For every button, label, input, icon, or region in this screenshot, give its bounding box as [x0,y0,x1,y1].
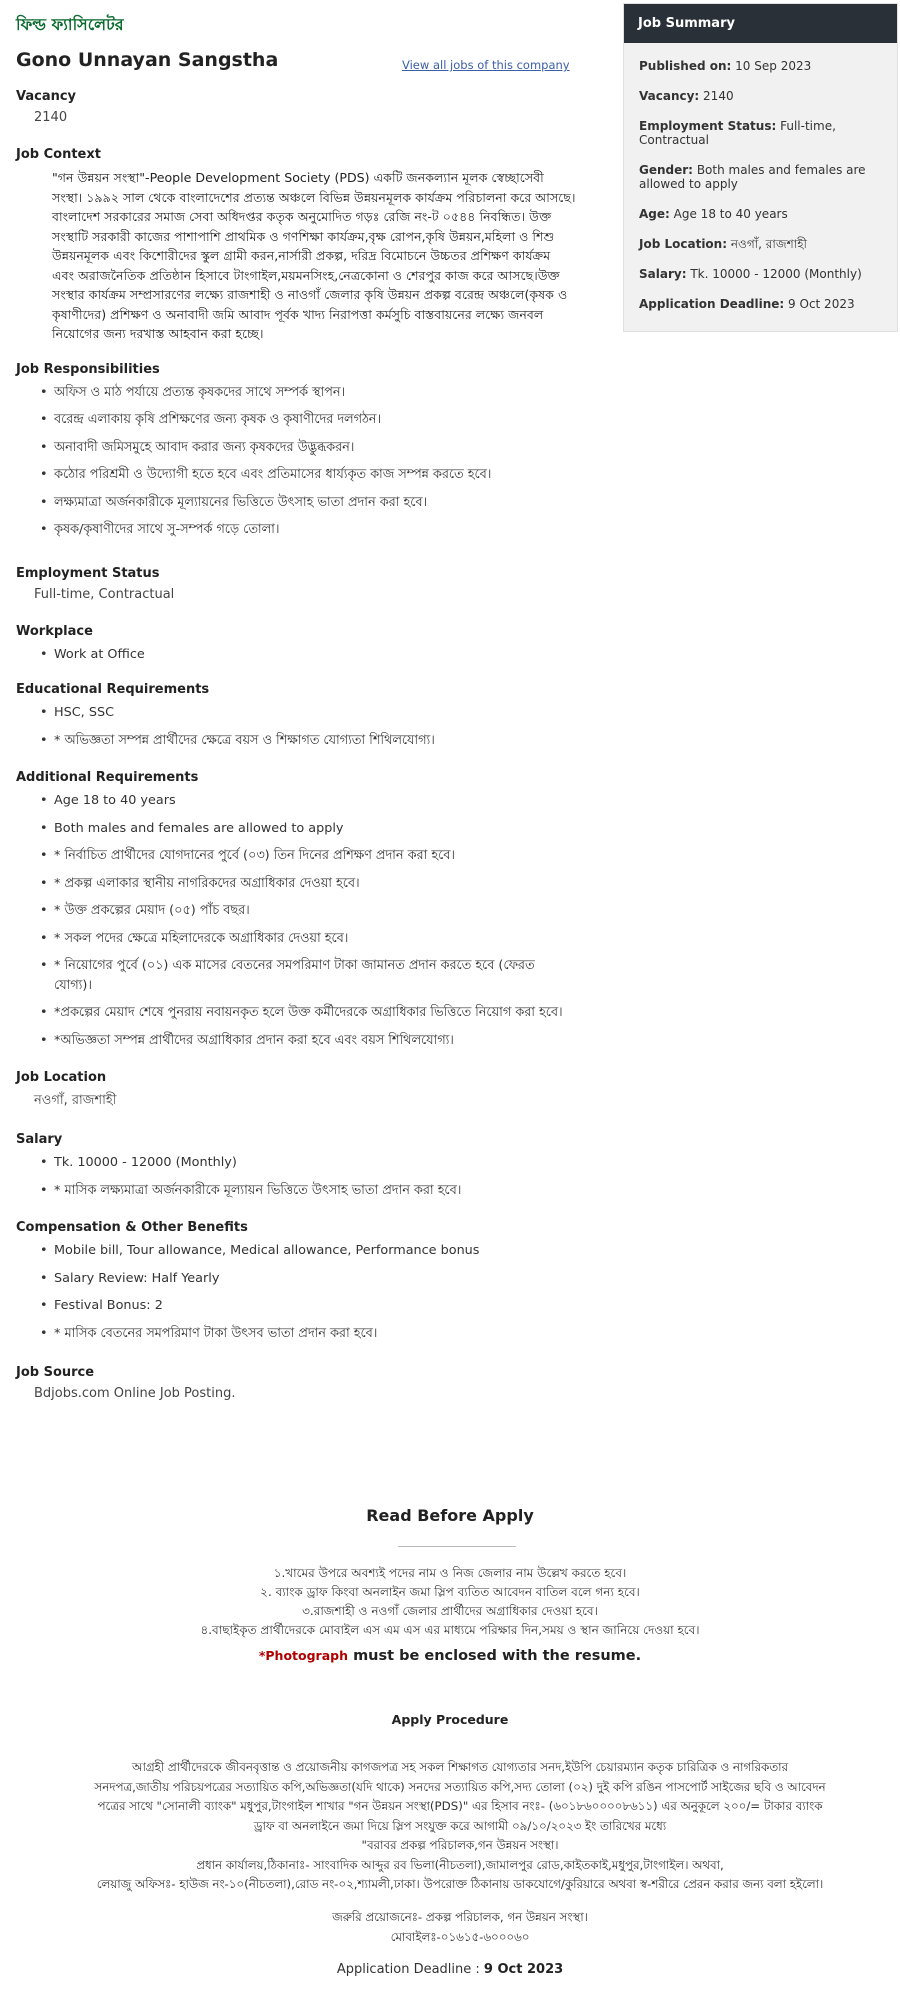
summary-deadline-value: 9 Oct 2023 [788,297,855,311]
read-before-apply-list [0,1564,900,1640]
apply-line: আগ্রহী প্রার্থীদেরকে জীবনবৃত্তান্ত ও প্রয়োজনীয় কাগজপত্র সহ সকল শিক্ষাগত যোগ্যতার সনদ,ইউপি চেয়ারম্যান কতৃক চারিত্রিক ও নাগরিকতার [132,1760,788,1774]
company-name: Gono Unnayan Sangstha [16,49,279,71]
photograph-text: must be enclosed with the resume. [353,1648,642,1664]
summary-vacancy-label: Vacancy: [639,89,700,103]
list-item: • লক্ষ্যমাত্রা অর্জনকারীকে মূল্যায়নের ভিত্তিতে উৎসাহ ভাতা প্রদান করা হবে। [54,493,576,513]
summary-deadline-label: Application Deadline: [639,297,785,311]
list-item: • কৃষক/কৃষাণীদের সাথে সু-সম্পর্ক গড়ে তোলা। [54,520,576,540]
summary-location [639,237,882,251]
list-item: • * নিয়োগের পুর্বে (০১) এক মাসের বেতনের সমপরিমাণ টাকা জামানত প্রদান করতে হবে (ফেরত যোগ্য)। [54,956,576,995]
workplace-heading: Workplace [16,623,93,639]
employment-status-value: Full-time, Contractual [34,586,175,602]
salary-section [16,1132,576,1200]
location-section [16,1070,576,1112]
additional-list [16,791,576,1050]
apply-line: সনদপত্র,জাতীয় পরিচয়পত্রের সত্যায়িত কপি,অভিজ্ঞতা(যদি থাকে) সনদের সত্যায়িত কপি,সদ্য তোলা (০২) দুই কপি রঙিন পাসপোর্ট সাইজের ছবি ও আবেদন [94,1779,826,1794]
list-item: • HSC, SSC [54,703,576,723]
summary-status-label: Employment Status: [639,119,777,133]
job-summary-title: Job Summary [624,4,897,43]
read-before-line: ৩.রাজশাহী ও নওগাঁ জেলার প্রার্থীদের অগ্রাধিকার দেওয়া হবে। [302,1604,598,1618]
benefits-section [16,1220,576,1343]
apply-line: পত্রের সাথে "সোনালী ব্যাংক" মধুপুর,টাংগাইল শাখার "গন উন্নয়ন সংস্থা(PDS)" এর হিসাব নংঃ- (৬০১৮৬০০০০৮৬১১) এর অনুকূলে ২০০/= টাকার ব্যাংক [97,1799,823,1813]
summary-published-value: 10 Sep 2023 [735,59,812,73]
job-context-text: "গন উন্নয়ন সংস্থা"-People Development Society (PDS) একটি জনকল্যান মূলক স্বেচ্ছাসেবী সংস্থা। ১৯৯২ সাল থেকে বাংলাদেশের প্রত্যন্ত অঞ্চলে বিভিন্ন উন্নয়নমূলক কার্যক্রম পরিচালনা করে আসছে। বাংলাদেশ সরকারের সমাজ সেবা অধিদপ্তর কতৃক অনুমোদিত গড়ঃ রেজি নং-ট ০৫৪৪ নিবন্ধিত। উক্ত সংস্থাটি সরকারী কাজের পাশাপাশি প্রাথমিক ও গণশিক্ষা কার্যক্রম,বৃক্ষ রোপন,কৃষি উন্নয়ন,মহিলা ও শিশু উন্নয়নমূলক এবং কিশোরীদের স্কুল গ্রামী করন,নার্সারী প্রকল্প, দরিদ্র বিমোচনে উচ্চতর প্রশিক্ষণ কার্যক্রম এবং অরাজনৈতিক প্রতিষ্ঠান হিসাবে টাংগাইল,ময়মনসিংহ,নেত্রকোনা ও শেরপুর কাজ করে আসছে।উক্ত সংস্থার কার্যক্রম সম্প্রসারণের লক্ষ্যে রাজশাহী ও নাওগাঁ জেলার কৃষি উন্নয়ন প্রকল্প বরেন্দ্র অঞ্চলে(কৃষক ও কৃষাণীদের) প্রশিক্ষণ ও অনাবাদী জমি আবাদ পূর্বক খাদ্য নিরাপত্তা কর্মসুচি বাস্তবায়নের লক্ষ্যে জনবল নিয়োগের জন্য দরখাস্ত আহবান করা হচ্ছে। [52,170,576,341]
education-list [16,703,576,750]
read-before-line: ১.খামের উপরে অবশ্যই পদের নাম ও নিজ জেলার নাম উল্লেখ করতে হবে। [273,1566,627,1580]
summary-gender-label: Gender: [639,163,693,177]
view-all-jobs-link[interactable]: View all jobs of this company [402,58,570,72]
additional-section [16,770,576,1050]
summary-salary-label: Salary: [639,267,687,281]
summary-salary-value: Tk. 10000 - 12000 (Monthly) [690,267,862,281]
list-item: • * মাসিক লক্ষ্যমাত্রা অর্জনকারীকে মূল্যায়ন ভিত্তিতে উৎসাহ ভাতা প্রদান করা হবে। [54,1181,576,1201]
divider [398,1546,516,1547]
summary-gender [639,163,882,191]
summary-age [639,207,882,221]
list-item: • অনাবাদী জমিসমুহে আবাদ করার জন্য কৃষকদের উদ্ভুব্ধকরন। [54,438,576,458]
employment-status-heading: Employment Status [16,565,160,581]
workplace-list [16,645,576,665]
summary-employment-status [639,119,882,147]
summary-location-label: Job Location: [639,237,728,251]
job-context-heading: Job Context [16,147,101,162]
read-before-line: ৪.বাছাইকৃত প্রার্থীদেরকে মোবাইল এস এম এস এর মাধ্যমে পরিক্ষার দিন,সময় ও স্থান জানিয়ে দেওয়া হবে। [200,1623,700,1637]
job-details [16,10,576,1419]
education-section [16,682,576,750]
list-item: • * নির্বাচিত প্রার্থীদের যোগদানের পুর্বে (০৩) তিন দিনের প্রশিক্ষণ প্রদান করা হবে। [54,846,576,866]
vacancy-heading: Vacancy [16,89,77,104]
deadline-label: Application Deadline : [336,1962,480,1977]
summary-location-value: নওগাঁ, রাজশাহী [730,237,807,251]
summary-published-label: Published on: [639,59,732,73]
apply-procedure-text [0,1758,900,1895]
location-heading: Job Location [16,1070,107,1085]
list-item: • অফিস ও মাঠ পর্যায়ে প্রত্যন্ত কৃষকদের সাথে সম্পর্ক স্থাপন। [54,383,576,403]
list-item: • Work at Office [54,645,576,665]
list-item: • *অভিজ্ঞতা সম্পন্ন প্রার্থীদের অগ্রাধিকার প্রদান করা হবে এবং বয়স শিথিলযোগ্য। [54,1031,576,1051]
list-item: • Festival Bonus: 2 [54,1296,576,1316]
list-item: • * সকল পদের ক্ষেত্রে মহিলাদেরকে অগ্রাধিকার দেওয়া হবে। [54,929,576,949]
list-item: • কঠোর পরিশ্রমী ও উদ্যোগী হতে হবে এবং প্রতিমাসের ধার্য্যকৃত কাজ সম্পন্ন করতে হবে। [54,465,576,485]
apply-line: প্রধান কার্যালয়,ঠিকানাঃ- সাংবাদিক আব্দুর রব ভিলা(নীচতলা),জামালপুর রোড,কাইতকাই,মধুপুর,টাংগাইল। অথবা, [196,1857,724,1872]
job-source-heading: Job Source [16,1365,95,1380]
job-source-section [16,1365,576,1401]
education-heading: Educational Requirements [16,682,210,697]
vacancy-value: 2140 [34,110,68,125]
vacancy-section [16,89,576,125]
salary-list [16,1153,576,1200]
list-item: • বরেন্দ্র এলাকায় কৃষি প্রশিক্ষণের জন্য কৃষক ও কৃষাণীদের দলগঠন। [54,410,576,430]
deadline-value: 9 Oct 2023 [483,1962,564,1977]
list-item: • * অভিজ্ঞতা সম্পন্ন প্রার্থীদের ক্ষেত্রে বয়স ও শিক্ষাগত যোগ্যতা শিথিলযোগ্য। [54,731,576,751]
photograph-note [0,1648,900,1664]
list-item: • Age 18 to 40 years [54,791,576,811]
responsibilities-list [16,383,576,540]
workplace-section [16,624,576,665]
summary-age-label: Age: [639,207,670,221]
list-item: • * মাসিক বেতনের সমপরিমাণ টাকা উৎসব ভাতা প্রদান করা হবে। [54,1324,576,1344]
apply-contact [0,1908,900,1947]
summary-age-value: Age 18 to 40 years [673,207,788,221]
summary-gender-value: Both males and females are allowed to apply [639,163,866,191]
list-item: • Both males and females are allowed to apply [54,819,576,839]
apply-line: লেয়াজু অফিসঃ- হাউজ নং-১০(নীচতলা),রোড নং-০২,শ্যামলী,ঢাকা। উপরোক্ত ঠিকানায় ডাকযোগে/কুরিয়ারে অথবা স্ব-শরীরে প্রেরন করার জন্য বলা হইলো। [96,1877,824,1891]
responsibilities-heading: Job Responsibilities [16,361,160,377]
summary-published [639,59,882,73]
job-summary-panel [623,3,898,332]
read-before-line: ২. ব্যাংক ড্রাফ কিংবা অনলাইন জমা স্লিপ ব্যতিত আবেদন বাতিল বলে গন্য হবে। [260,1585,640,1599]
salary-heading: Salary [16,1132,63,1147]
list-item: • * উক্ত প্রকল্পের মেয়াদ (০৫) পাঁচ বছর। [54,901,576,921]
apply-line: ড্রাফ বা অনলাইনে জমা দিয়ে স্লিপ সংযুক্ত করে আগামী ০৯/১০/২০২৩ ইং তারিখের মধ্যে [253,1818,667,1833]
benefits-heading: Compensation & Other Benefits [16,1220,248,1235]
job-source-value: Bdjobs.com Online Job Posting. [34,1386,236,1401]
job-title: ফিল্ড ফ্যাসিলেটর [16,15,124,34]
list-item: • Mobile bill, Tour allowance, Medical allowance, Performance bonus [54,1241,576,1261]
photograph-label: *Photograph [258,1648,348,1663]
benefits-list [16,1241,576,1343]
contact-line: জরুরি প্রয়োজনেঃ- প্রকল্প পরিচালক, গন উন্নয়ন সংস্থা। [332,1910,588,1924]
summary-vacancy-value: 2140 [703,89,734,103]
apply-line: "বরাবর প্রকল্প পরিচালক,গন উন্নয়ন সংস্থা। [361,1838,559,1852]
apply-procedure-title: Apply Procedure [391,1712,509,1727]
list-item: • Tk. 10000 - 12000 (Monthly) [54,1153,576,1173]
employment-status-section [16,566,576,602]
summary-status-value: Full-time, Contractual [639,119,836,147]
list-item: • *প্রকল্পের মেয়াদ শেষে পুনরায় নবায়নকৃত হলে উক্ত কর্মীদেরকে অগ্রাধিকার ভিত্তিতে নিয়োগ করা হবে। [54,1003,576,1023]
responsibilities-section [16,362,576,540]
application-deadline [0,1962,900,1977]
contact-line: মোবাইলঃ-০১৬১৫-৬০০০৬০ [390,1929,530,1944]
summary-salary [639,267,882,281]
summary-deadline [639,297,882,311]
list-item: • * প্রকল্প এলাকার স্থানীয় নাগরিকদের অগ্রাধিকার দেওয়া হবে। [54,874,576,894]
location-value: নওগাঁ, রাজশাহী [34,1093,117,1108]
additional-heading: Additional Requirements [16,770,199,785]
job-context-section [16,147,576,344]
list-item: • Salary Review: Half Yearly [54,1269,576,1289]
read-before-apply-title: Read Before Apply [366,1506,534,1525]
summary-vacancy [639,89,882,103]
